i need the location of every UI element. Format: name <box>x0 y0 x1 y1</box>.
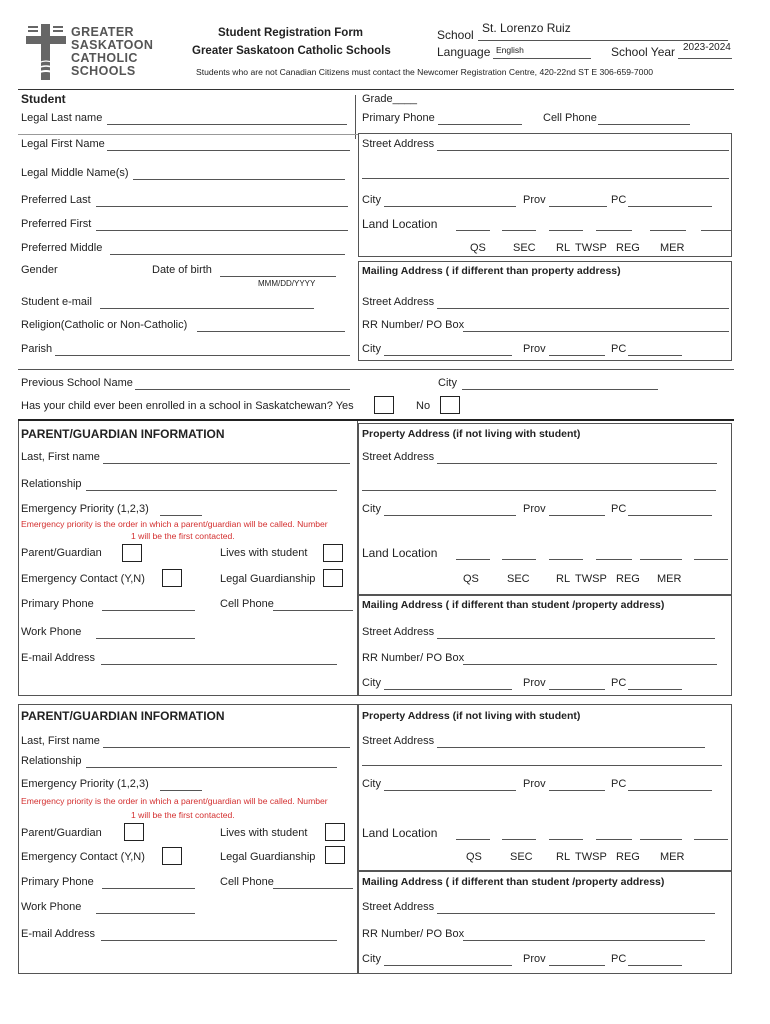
g2-mail-street-label: Street Address <box>362 901 435 913</box>
mail-pc-field[interactable] <box>628 355 682 356</box>
language-label: Language <box>437 45 491 59</box>
enrolled-no-checkbox[interactable] <box>440 396 460 414</box>
g2-land-sec-field[interactable] <box>502 839 536 840</box>
cell-phone-field[interactable] <box>598 124 690 125</box>
g1-legal-checkbox[interactable] <box>323 569 343 587</box>
g1-street-field-2[interactable] <box>362 490 716 491</box>
religion-label: Religion(Catholic or Non-Catholic) <box>21 319 188 331</box>
logo-line: GREATER <box>71 25 134 39</box>
g1-mail-prov-label: Prov <box>523 677 546 689</box>
g2-priority-note: Emergency priority is the order in which a parent/guardian will be called. Number <box>21 796 328 806</box>
g2-lives-checkbox[interactable] <box>325 823 345 841</box>
g2-rr-label: RR Number/ PO Box <box>362 928 465 940</box>
g1-lives-label: Lives with student <box>220 547 308 559</box>
g2-land-col-qs: QS <box>466 851 482 863</box>
land-rl-field[interactable] <box>549 230 583 231</box>
city-field[interactable] <box>384 206 516 207</box>
g1-email-field[interactable] <box>101 664 337 665</box>
g1-property-heading: Property Address (if not living with student) <box>362 428 581 440</box>
g1-land-col-sec: SEC <box>507 573 530 585</box>
logo-line: SASKATOON <box>71 38 154 52</box>
g1-land-col-mer: MER <box>657 573 682 585</box>
g1-name-field[interactable] <box>103 463 350 464</box>
g1-mail-city-label: City <box>362 677 381 689</box>
g2-primary-phone-field[interactable] <box>102 888 195 889</box>
g2-rr-field[interactable] <box>463 940 705 941</box>
g2-street-field[interactable] <box>437 747 705 748</box>
g1-work-phone-field[interactable] <box>96 638 195 639</box>
form-subtitle: Greater Saskatoon Catholic Schools <box>192 45 391 57</box>
g2-primary-phone-label: Primary Phone <box>21 876 94 888</box>
pc-label: PC <box>611 194 627 206</box>
g1-primary-phone-field[interactable] <box>102 610 195 611</box>
g1-mail-street-field[interactable] <box>437 638 715 639</box>
g2-land-col-rl: RL <box>556 851 571 863</box>
g2-land-col-sec: SEC <box>510 851 533 863</box>
g2-land-qs-field[interactable] <box>456 839 490 840</box>
g1-primary-phone-label: Primary Phone <box>21 598 94 610</box>
g2-street-label: Street Address <box>362 735 435 747</box>
g2-land-twsp-field[interactable] <box>596 839 632 840</box>
g2-land-col-twsp: TWSP <box>575 851 607 863</box>
g2-mail-pc-label: PC <box>611 953 627 965</box>
prev-city-field[interactable] <box>462 389 658 390</box>
student-email-field[interactable] <box>100 308 314 309</box>
g2-mail-city-label: City <box>362 953 381 965</box>
dob-field[interactable] <box>220 276 336 277</box>
prev-school-field[interactable] <box>135 389 350 390</box>
dob-format: MMM/DD/YYYY <box>258 279 316 288</box>
cell-phone-label: Cell Phone <box>543 112 597 124</box>
g2-land-rl-field[interactable] <box>549 839 583 840</box>
religion-field[interactable] <box>197 331 345 332</box>
street-field[interactable] <box>437 150 729 151</box>
mail-street-label: Street Address <box>362 296 435 308</box>
g2-relationship-label: Relationship <box>21 755 82 767</box>
rr-label: RR Number/ PO Box <box>362 319 465 331</box>
g2-email-field[interactable] <box>101 940 337 941</box>
primary-phone-label: Primary Phone <box>362 112 435 124</box>
g2-work-phone-field[interactable] <box>96 913 195 914</box>
prev-city-label: City <box>438 377 457 389</box>
newcomer-notice: Students who are not Canadian Citizens must contact the Newcomer Registration Centre, 420-22nd ST E 306-659-7000 <box>196 67 654 77</box>
g2-cell-phone-field[interactable] <box>273 888 353 889</box>
city-label: City <box>362 194 381 206</box>
land-sec-field[interactable] <box>502 230 536 231</box>
preferred-first-field[interactable] <box>96 230 348 231</box>
g2-name-label: Last, First name <box>21 735 100 747</box>
g1-cell-phone-label: Cell Phone <box>220 598 274 610</box>
g1-land-twsp-field[interactable] <box>596 559 632 560</box>
g1-cell-phone-field[interactable] <box>273 610 353 611</box>
g1-land-sec-field[interactable] <box>502 559 536 560</box>
gender-label: Gender <box>21 264 58 276</box>
g2-city-label: City <box>362 778 381 790</box>
prov-label: Prov <box>523 194 546 206</box>
g1-land-col-qs: QS <box>463 573 479 585</box>
pc-field[interactable] <box>628 206 712 207</box>
g1-emergency-label: Emergency Contact (Y,N) <box>21 573 145 585</box>
g2-cell-phone-label: Cell Phone <box>220 876 274 888</box>
mailing-heading: Mailing Address ( if different than property address) <box>362 265 621 277</box>
g1-legal-label: Legal Guardianship <box>220 573 316 585</box>
preferred-middle-field[interactable] <box>110 254 345 255</box>
g1-mail-prov-field[interactable] <box>549 689 605 690</box>
g1-mail-city-field[interactable] <box>384 689 512 690</box>
preferred-middle-label: Preferred Middle <box>21 242 103 254</box>
g1-mail-pc-field[interactable] <box>628 689 682 690</box>
g2-land-col-mer: MER <box>660 851 685 863</box>
g1-priority-note: Emergency priority is the order in which a parent/guardian will be called. Number <box>21 519 328 529</box>
g1-name-label: Last, First name <box>21 451 100 463</box>
g2-parent-label: Parent/Guardian <box>21 827 102 839</box>
mail-street-field[interactable] <box>437 308 729 309</box>
g2-legal-label: Legal Guardianship <box>220 851 316 863</box>
g2-mail-city-field[interactable] <box>384 965 512 966</box>
g1-land-qs-field[interactable] <box>456 559 490 560</box>
school-label: School <box>437 28 474 42</box>
g2-work-phone-label: Work Phone <box>21 901 82 913</box>
g1-land-rl-field[interactable] <box>549 559 583 560</box>
g1-priority-label: Emergency Priority (1,2,3) <box>21 503 149 515</box>
dob-label: Date of birth <box>152 264 212 276</box>
g2-relationship-field[interactable] <box>86 767 337 768</box>
land-col-rl: RL <box>556 242 571 254</box>
g1-parent-label: Parent/Guardian <box>21 547 102 559</box>
g2-mail-prov-label: Prov <box>523 953 546 965</box>
cross-logo-icon <box>24 22 68 82</box>
g2-mail-street-field[interactable] <box>437 913 715 914</box>
g2-mailing-heading: Mailing Address ( if different than student /property address) <box>362 876 665 888</box>
parish-label: Parish <box>21 343 53 355</box>
legal-first-field[interactable] <box>107 150 350 151</box>
g2-priority-note-2: 1 will be the first contacted. <box>131 810 235 820</box>
g2-lives-label: Lives with student <box>220 827 308 839</box>
g2-city-field[interactable] <box>384 790 516 791</box>
g1-pc-label: PC <box>611 503 627 515</box>
enrolled-yes-checkbox[interactable] <box>374 396 394 414</box>
g1-lives-checkbox[interactable] <box>323 544 343 562</box>
g1-mailing-heading: Mailing Address ( if different than student /property address) <box>362 599 665 611</box>
land-twsp-field[interactable] <box>596 230 632 231</box>
language-field[interactable]: English <box>496 45 524 55</box>
legal-last-field[interactable] <box>107 124 347 125</box>
g1-relationship-label: Relationship <box>21 478 82 490</box>
land-col-reg: REG <box>616 242 640 254</box>
g1-pc-field[interactable] <box>628 515 712 516</box>
mail-prov-field[interactable] <box>549 355 605 356</box>
guardian1-heading: PARENT/GUARDIAN INFORMATION <box>21 427 225 441</box>
logo-line: SCHOOLS <box>71 64 136 78</box>
g1-parent-checkbox[interactable] <box>122 544 142 562</box>
land-col-twsp: TWSP <box>575 242 607 254</box>
preferred-first-label: Preferred First <box>21 218 92 230</box>
g2-priority-label: Emergency Priority (1,2,3) <box>21 778 149 790</box>
g1-email-label: E-mail Address <box>21 652 95 664</box>
primary-phone-field[interactable] <box>438 124 522 125</box>
prev-school-label: Previous School Name <box>21 377 133 389</box>
g1-mail-pc-label: PC <box>611 677 627 689</box>
g1-land-mer-field[interactable] <box>694 559 728 560</box>
g2-name-field[interactable] <box>103 747 350 748</box>
g2-pc-field[interactable] <box>628 790 712 791</box>
prov-field[interactable] <box>549 206 607 207</box>
g1-relationship-field[interactable] <box>86 490 337 491</box>
preferred-last-field[interactable] <box>96 206 348 207</box>
mail-pc-label: PC <box>611 343 627 355</box>
mail-city-label: City <box>362 343 381 355</box>
street-label: Street Address <box>362 138 435 150</box>
land-qs-field[interactable] <box>456 230 490 231</box>
g1-land-location-label: Land Location <box>362 546 438 560</box>
g1-mail-street-label: Street Address <box>362 626 435 638</box>
g1-work-phone-label: Work Phone <box>21 626 82 638</box>
g1-city-field[interactable] <box>384 515 516 516</box>
g1-land-col-rl: RL <box>556 573 571 585</box>
g2-mail-pc-field[interactable] <box>628 965 682 966</box>
g2-prov-field[interactable] <box>549 790 605 791</box>
g2-emergency-checkbox[interactable] <box>162 847 182 865</box>
g1-priority-field[interactable] <box>160 515 202 516</box>
legal-first-label: Legal First Name <box>21 138 105 150</box>
land-col-sec: SEC <box>513 242 536 254</box>
g1-prov-label: Prov <box>523 503 546 515</box>
g1-rr-field[interactable] <box>463 664 717 665</box>
g1-prov-field[interactable] <box>549 515 605 516</box>
enrolled-question: Has your child ever been enrolled in a school in Saskatchewan? Yes <box>21 400 354 412</box>
g1-land-reg-field[interactable] <box>640 559 682 560</box>
g2-land-mer-field[interactable] <box>694 839 728 840</box>
guardian2-heading: PARENT/GUARDIAN INFORMATION <box>21 709 225 723</box>
g2-email-label: E-mail Address <box>21 928 95 940</box>
land-reg-field[interactable] <box>650 230 686 231</box>
g2-land-col-reg: REG <box>616 851 640 863</box>
g2-legal-checkbox[interactable] <box>325 846 345 864</box>
g1-city-label: City <box>362 503 381 515</box>
g2-street-field-2[interactable] <box>362 765 722 766</box>
school-year-field[interactable]: 2023-2024 <box>683 42 731 53</box>
mail-prov-label: Prov <box>523 343 546 355</box>
form-title: Student Registration Form <box>218 27 364 39</box>
g1-land-col-twsp: TWSP <box>575 573 607 585</box>
g1-priority-note-2: 1 will be the first contacted. <box>131 531 235 541</box>
rr-field[interactable] <box>463 331 729 332</box>
logo-line: CATHOLIC <box>71 51 138 65</box>
g1-street-field[interactable] <box>437 463 717 464</box>
legal-middle-field[interactable] <box>133 179 345 180</box>
g1-land-col-reg: REG <box>616 573 640 585</box>
g2-parent-checkbox[interactable] <box>124 823 144 841</box>
land-col-qs: QS <box>470 242 486 254</box>
g1-street-label: Street Address <box>362 451 435 463</box>
land-col-mer: MER <box>660 242 685 254</box>
g2-emergency-label: Emergency Contact (Y,N) <box>21 851 145 863</box>
mail-city-field[interactable] <box>384 355 512 356</box>
g2-pc-label: PC <box>611 778 627 790</box>
g1-emergency-checkbox[interactable] <box>162 569 182 587</box>
school-field[interactable]: St. Lorenzo Ruiz <box>482 21 571 35</box>
legal-middle-label: Legal Middle Name(s) <box>21 167 129 179</box>
legal-last-label: Legal Last name <box>21 112 103 124</box>
student-heading: Student <box>21 92 66 106</box>
g1-rr-label: RR Number/ PO Box <box>362 652 465 664</box>
school-year-label: School Year <box>611 45 676 59</box>
parish-field[interactable] <box>55 355 350 356</box>
enrolled-no-label: No <box>416 400 431 412</box>
preferred-last-label: Preferred Last <box>21 194 91 206</box>
g2-land-reg-field[interactable] <box>640 839 682 840</box>
grade-field[interactable]: Grade____ <box>362 93 418 105</box>
land-location-label: Land Location <box>362 217 438 231</box>
g2-mail-prov-field[interactable] <box>549 965 605 966</box>
g2-property-heading: Property Address (if not living with student) <box>362 710 581 722</box>
land-mer-field[interactable] <box>701 230 731 231</box>
street-field-2[interactable] <box>362 178 729 179</box>
g2-land-location-label: Land Location <box>362 826 438 840</box>
g2-priority-field[interactable] <box>160 790 202 791</box>
g2-prov-label: Prov <box>523 778 546 790</box>
student-email-label: Student e-mail <box>21 296 92 308</box>
school-logo <box>24 22 154 82</box>
